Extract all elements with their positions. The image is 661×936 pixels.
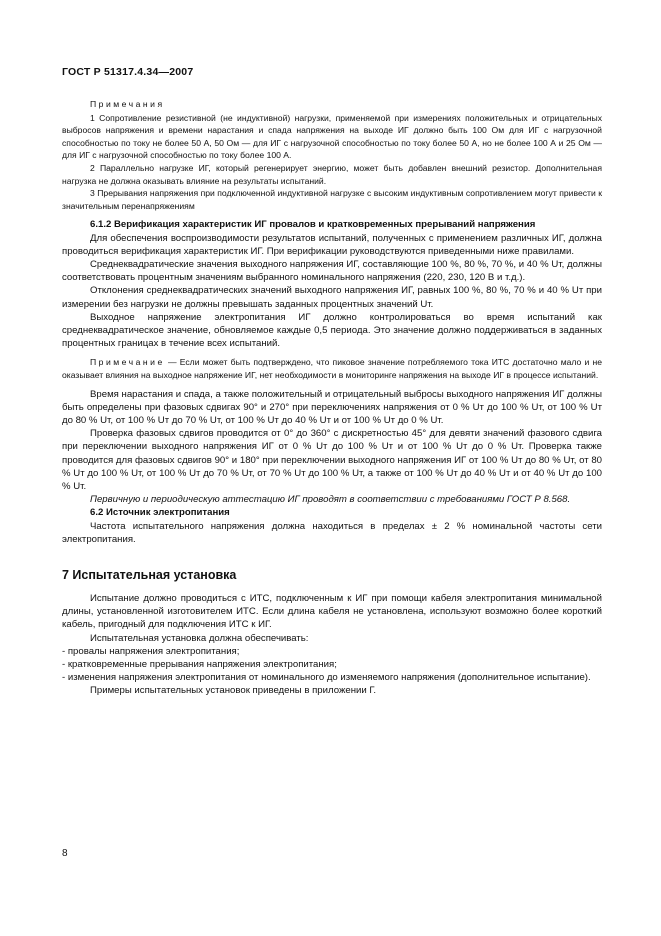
paragraph: Испытательная установка должна обеспечивать: xyxy=(90,632,309,644)
paragraph: Для обеспечения воспроизводимости результатов испытаний, полученных с применением различных ИГ, должна проводиться верификация характеристик ИГ. При верификации руководствуются приведенными ниже правилами. xyxy=(62,232,602,257)
note-1: 1 Сопротивление резистивной (не индуктивной) нагрузки, применяемой при измерениях положительных и отрицательных выбросов напряжения и времени нарастания и спада напряжения на выходе ИГ должно быть 100 Ом для ИГ с нагрузочной способностью по току не более 50 А, 50 Ом — для ИГ с нагрузочной способностью по току более 50 А, но не более 100 А и 25 Ом — для ИГ с нагрузочной способностью по току более 100 А. xyxy=(62,112,602,161)
note-3: 3 Прерывания напряжения при подключенной индуктивной нагрузке с высоким индуктивным сопротивлением могут привести к значительным перенапряжениям xyxy=(62,188,602,211)
paragraph: Частота испытательного напряжения должна находиться в пределах ± 2 % номинальной частоты сети электропитания. xyxy=(62,520,602,545)
list-item: - провалы напряжения электропитания; xyxy=(62,645,240,657)
list-item: - изменения напряжения электропитания от номинального до изменяемого напряжения (дополнительное испытание). xyxy=(62,672,591,684)
paragraph-italic: Первичную и периодическую аттестацию ИГ проводят в соответствии с требованиями ГОСТ Р 8.568. xyxy=(90,494,571,506)
section-6-1-2-heading: 6.1.2 Верификация характеристик ИГ провалов и кратковременных прерываний напряжения xyxy=(90,219,536,231)
list-item: - кратковременные прерывания напряжения электропитания; xyxy=(62,659,337,671)
note-label: Примечание xyxy=(90,357,165,368)
section-7-heading: 7 Испытательная установка xyxy=(62,568,237,582)
paragraph: Испытание должно проводиться с ИТС, подключенным к ИГ при помощи кабеля электропитания минимальной длины, установленной изготовителем ИТС. Если длина кабеля не установлена, используют возможно более короткий кабель, пригодный для подключения ИТС к ИГ. xyxy=(62,593,602,631)
section-6-2-heading: 6.2 Источник электропитания xyxy=(90,507,230,519)
document-header: ГОСТ Р 51317.4.34—2007 xyxy=(62,66,194,78)
paragraph: Выходное напряжение электропитания ИГ должно контролироваться во время испытаний как среднеквадратическое значение, обновляемое каждые 0,5 периода. Это значение должно поддерживаться в заданных процентных границах в течение всех испытаний. xyxy=(62,311,602,350)
note-text: — Если может быть подтверждено, что пиковое значение потребляемого тока ИТС достаточно мало и не оказывает влияния на выходное напряжение ИГ, нет необходимости в мониторинге напряжения на выходе ИГ в процессе испытаний. xyxy=(62,357,602,380)
paragraph: Проверка фазовых сдвигов проводится от 0° до 360° с дискретностью 45° для девяти значений фазового сдвига при переключении выходного напряжения ИГ от 0 % Uт до 100 % Uт и от 100 % Uт до 0 % Uт. Проверка также проводится для фазовых сдвигов 90° и 180° при переключении выходного напряжения ИГ от 100 % Uт до 80 % Uт, от 80 % Uт до 100 % Uт, от 100 % Uт до 70 % Uт, от 70 % Uт до 100 % Uт, а также от 100 % Uт до 40 % Uт и от 40 % Uт до 100 % Uт. xyxy=(62,428,602,492)
paragraph: Примеры испытательных установок приведены в приложении Г. xyxy=(90,685,377,697)
notes-title: Примечания xyxy=(90,99,165,109)
paragraph: Отклонения среднеквадратических значений выходного напряжения ИГ, равных 100 %, 80 %, 70 % и 40 % Uт при измерении без нагрузки не должны превышать заданных процентных значений Uт. xyxy=(62,285,602,310)
document-body xyxy=(62,98,602,698)
note-2: 2 Параллельно нагрузке ИГ, который регенерирует энергию, может быть добавлен внешний резистор. Дополнительная нагрузка не должна оказывать влияние на результаты испытаний. xyxy=(62,162,602,186)
paragraph: Среднеквадратические значения выходного напряжения ИГ, составляющие 100 %, 80 %, 70 %, и 40 % Uт, должны соответствовать процентным значениям выбранного номинального напряжения (220, 230, 120 В и т.д.). xyxy=(62,258,602,284)
paragraph: Время нарастания и спада, а также положительный и отрицательный выбросы выходного напряжения ИГ должны быть определены при фазовых сдвигах 90° и 270° при переключениях напряжения от 0 % Uт до 100 % Uт, от 100 % Uт до 80 % Uт, от 100 % Uт до 70 % Uт, от 100 % Uт до 40 % Uт и от 100 % Uт до 0 % Uт. xyxy=(62,388,602,426)
page-number: 8 xyxy=(62,848,68,859)
note-paragraph xyxy=(62,356,602,381)
